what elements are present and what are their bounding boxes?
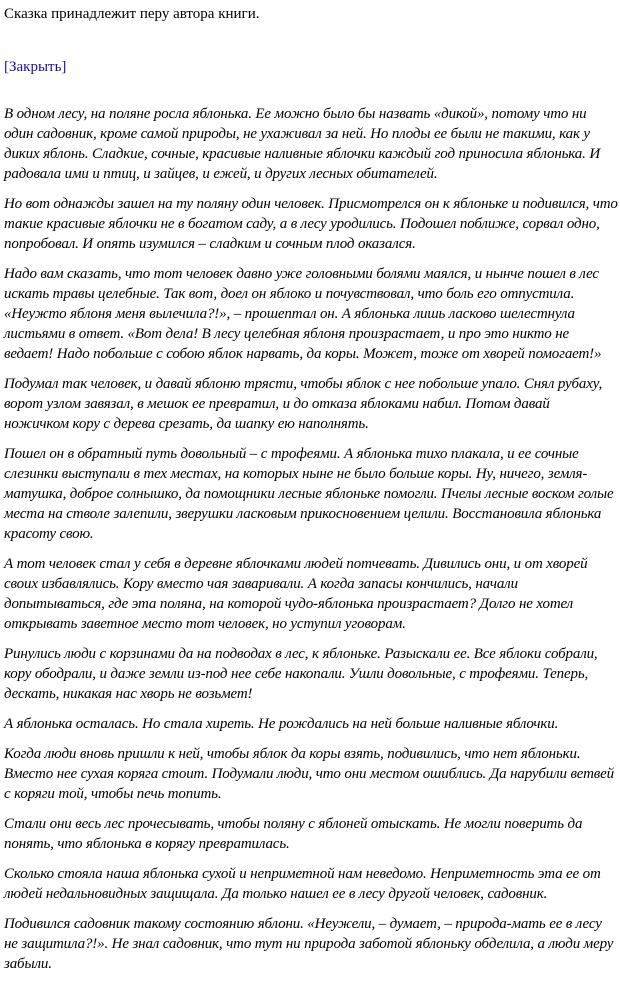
story-paragraph: Ринулись люди с корзинами да на подводах в лес, к яблоньке. Разыскали ее. Все яблоки собрали, кору ободрали, и даже земли из-под нее себе накопали. Ушли довольные, с трофеями. Теперь, дескать, никакая нас хворь не возьмет! <box>4 646 598 702</box>
story-paragraph: Сколько стояла наша яблонька сухой и неприметной нам неведомо. Неприметность эта ее от людей недальновидных защищала. Да только нашел ее в лесу другой человек, садовник. <box>4 866 601 902</box>
story-paragraph: А тот человек стал у себя в деревне яблочками людей потчевать. Дивились они, и от хворей своих избавлялись. Кору вместо чая заваривали. А когда запасы кончились, начали допытываться, где эта поляна, на которой чудо-яблонька произрастает? Долго не хотел открывать заветное место тот человек, но уступил уговорам. <box>4 556 588 632</box>
story-text <box>4 104 618 974</box>
story-paragraph: Когда люди вновь пришли к ней, чтобы яблок да коры взять, подивились, что нет яблоньки. Вместо нее сухая коряга стоит. Подумали люди, что они местом ошиблись. Да нарубили ветвей с коряги той, чтобы печь топить. <box>4 746 615 802</box>
story-paragraph: Пошел он в обратный путь довольный – с трофеями. А яблонька тихо плакала, и ее сочные слезинки выступали в тех местах, на которых ныне не было больше коры. Ну, ничего, земля-матушка, доброе солнышко, да помощники лесные яблоньке помогли. Пчелы лесные воском голые места на стволе залепили, зверушки ласковым прикосновением целили. Восстановила яблонька красоту свою. <box>4 446 614 542</box>
story-paragraph: Стали они весь лес прочесывать, чтобы поляну с яблоней отыскать. Не могли поверить да понять, что яблонька в корягу превратилась. <box>4 816 583 852</box>
story-paragraph: Но вот однажды зашел на ту поляну один человек. Присмотрелся он к яблоньке и подивился, что такие красивые яблочки не в богатом саду, а в лесу уродились. Подошел поближе, сорвал одно, попробовал. И опять изумился – сладким и сочным плод оказался. <box>4 196 618 252</box>
story-paragraph: А яблонька осталась. Но стала хиреть. Не рождались на ней больше наливные яблочки. <box>4 716 559 732</box>
story-paragraph: Надо вам сказать, что тот человек давно уже головными болями маялся, и нынче пошел в лес искать травы целебные. Так вот, доел он яблоко и почувствовал, что боль его отпустила. «Неужто яблоня меня вылечила?!», – прошептал он. А яблонька лишь ласково шелестнула листьями в ответ. «Вот дела! В лесу целебная яблоня произрастает, и про это никто не ведает! Надо побольше с собою яблок нарвать, да коры. Может, тоже от хворей помогает!» <box>4 266 602 362</box>
story-paragraph: В одном лесу, на поляне росла яблонька. Ее можно было бы назвать «дикой», потому что ни один садовник, кроме самой природы, не ухаживал за ней. Но плоды ее были не такими, как у диких яблонь. Сладкие, сочные, красивые наливные яблочки каждый год приносила яблонька. И радовала ими и птиц, и зайцев, и ежей, и других лесных обитателей. <box>4 106 601 182</box>
story-paragraph: Подивился садовник такому состоянию яблони. «Неужели, – думает, – природа-мать ее в лесу не защитила?!». Не знал садовник, что тут ни природа заботой яблоньку обделила, а люди меру забыли. <box>4 916 614 972</box>
document-page <box>4 0 618 984</box>
close-link[interactable]: [Закрыть] <box>4 59 67 75</box>
author-attribution: Сказка принадлежит перу автора книги. <box>4 6 260 22</box>
story-paragraph: Подумал так человек, и давай яблоню трясти, чтобы яблок с нее побольше упало. Снял рубаху, ворот узлом завязал, в мешок ее превратил, и до отказа яблоками набил. Потом давай ножичком кору с дерева срезать, да шапку ею наполнять. <box>4 376 603 432</box>
